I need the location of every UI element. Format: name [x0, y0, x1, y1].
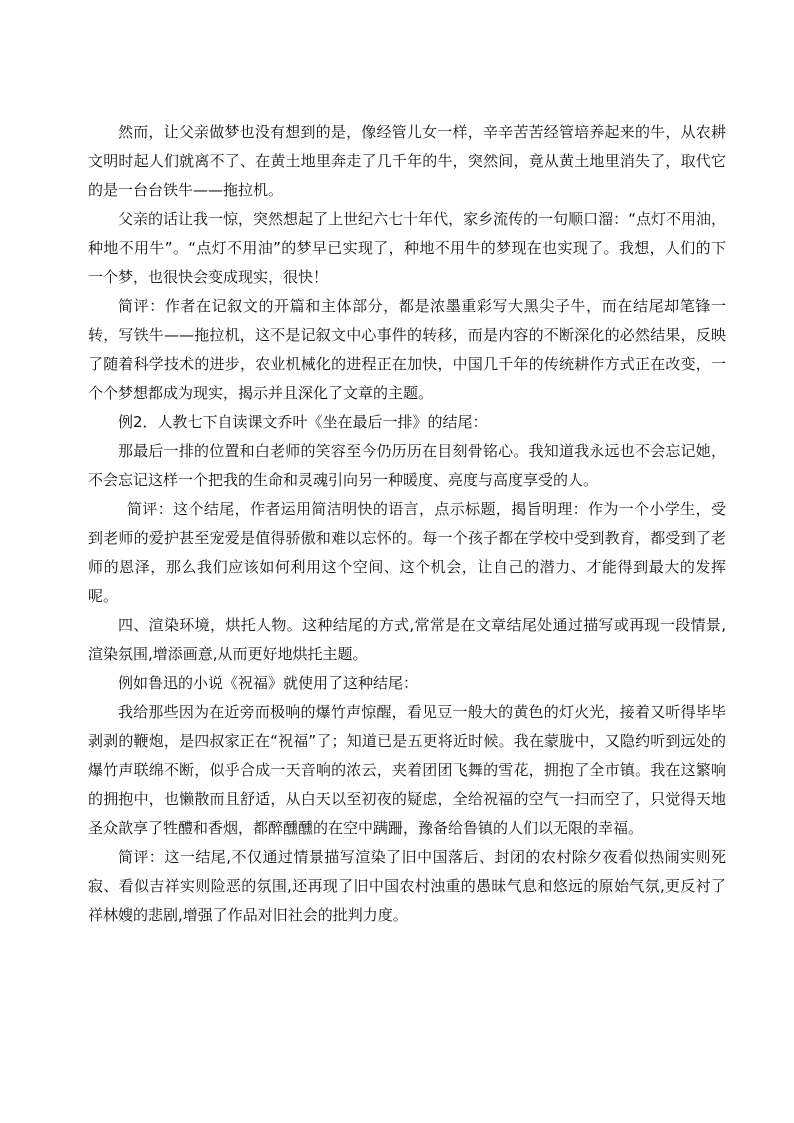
paragraph-father-words: 父亲的话让我一惊，突然想起了上世纪六七十年代，家乡流传的一句顺口溜：“点灯不用油，种地不用牛”。“点灯不用油”的梦早已实现了，种地不用牛的梦现在也实现了。我想，人们的下一个梦，也很快会变成现实，很快！ — [88, 210, 726, 286]
paragraph-father-dream: 然而，让父亲做梦也没有想到的是，像经管儿女一样，辛辛苦苦经管培养起来的牛，从农耕文明时起人们就离不了、在黄土地里奔走了几千年的牛，突然间，竟从黄土地里消失了，取代它的是一台台铁牛——拖拉机。 — [88, 123, 726, 199]
document-body — [88, 118, 726, 930]
paragraph-example-luxun-heading: 例如鲁迅的小说《祝福》就使用了这种结尾： — [118, 674, 419, 692]
paragraph-example-luxun-quote: 我给那些因为在近旁而极响的爆竹声惊醒，看见豆一般大的黄色的灯火光，接着又听得毕毕剥剥的鞭炮，是四叔家正在“祝福”了；知道已是五更将近时候。我在蒙胧中，又隐约听到远处的爆竹声联绵不断，似乎合成一天音响的浓云，夹着团团飞舞的雪花，拥抱了全市镇。我在这繁响的拥抱中，也懒散而且舒适，从白天以至初夜的疑虑，全给祝福的空气一扫而空了，只觉得天地圣众歆享了牲醴和香烟，都醉醺醺的在空中蹒跚，豫备给鲁镇的人们以无限的幸福。 — [88, 703, 726, 837]
paragraph-section-four: 四、渲染环境，烘托人物。这种结尾的方式,常常是在文章结尾处通过描写或再现一段情景,渲染氛围,增添画意,从而更好地烘托主题。 — [88, 616, 726, 663]
paragraph-comment-2: 简评：这个结尾，作者运用简洁明快的语言，点示标题，揭旨明理：作为一个小学生，受到老师的爱护甚至宠爱是值得骄傲和难以忘怀的。每一个孩子都在学校中受到教育，都受到了老师的恩泽，那么我们应该如何利用这个空间、这个机会，让自己的潜力、才能得到最大的发挥呢。 — [88, 500, 726, 605]
paragraph-example-2-heading: 例2．人教七下自读课文乔叶《坐在最后一排》的结尾： — [118, 413, 488, 431]
paragraph-comment-3: 简评：这一结尾,不仅通过情景描写渲染了旧中国落后、封闭的农村除夕夜看似热闹实则死寂、看似吉祥实则险恶的氛围,还再现了旧中国农村浊重的愚昧气息和悠远的原始气氛,更反衬了祥林嫂的悲剧,增强了作品对旧社会的批判力度。 — [88, 848, 726, 924]
paragraph-comment-1: 简评：作者在记叙文的开篇和主体部分，都是浓墨重彩写大黑尖子牛，而在结尾却笔锋一转，写铁牛——拖拉机，这不是记叙文中心事件的转移，而是内容的不断深化的必然结果，反映了随着科学技术的进步，农业机械化的进程正在加快，中国几千年的传统耕作方式正在改变，一个个梦想都成为现实，揭示并且深化了文章的主题。 — [88, 297, 726, 402]
paragraph-example-2-quote: 那最后一排的位置和白老师的笑容至今仍历历在目刻骨铭心。我知道我永远也不会忘记她，不会忘记这样一个把我的生命和灵魂引向另一种暖度、亮度与高度享受的人。 — [88, 442, 726, 489]
